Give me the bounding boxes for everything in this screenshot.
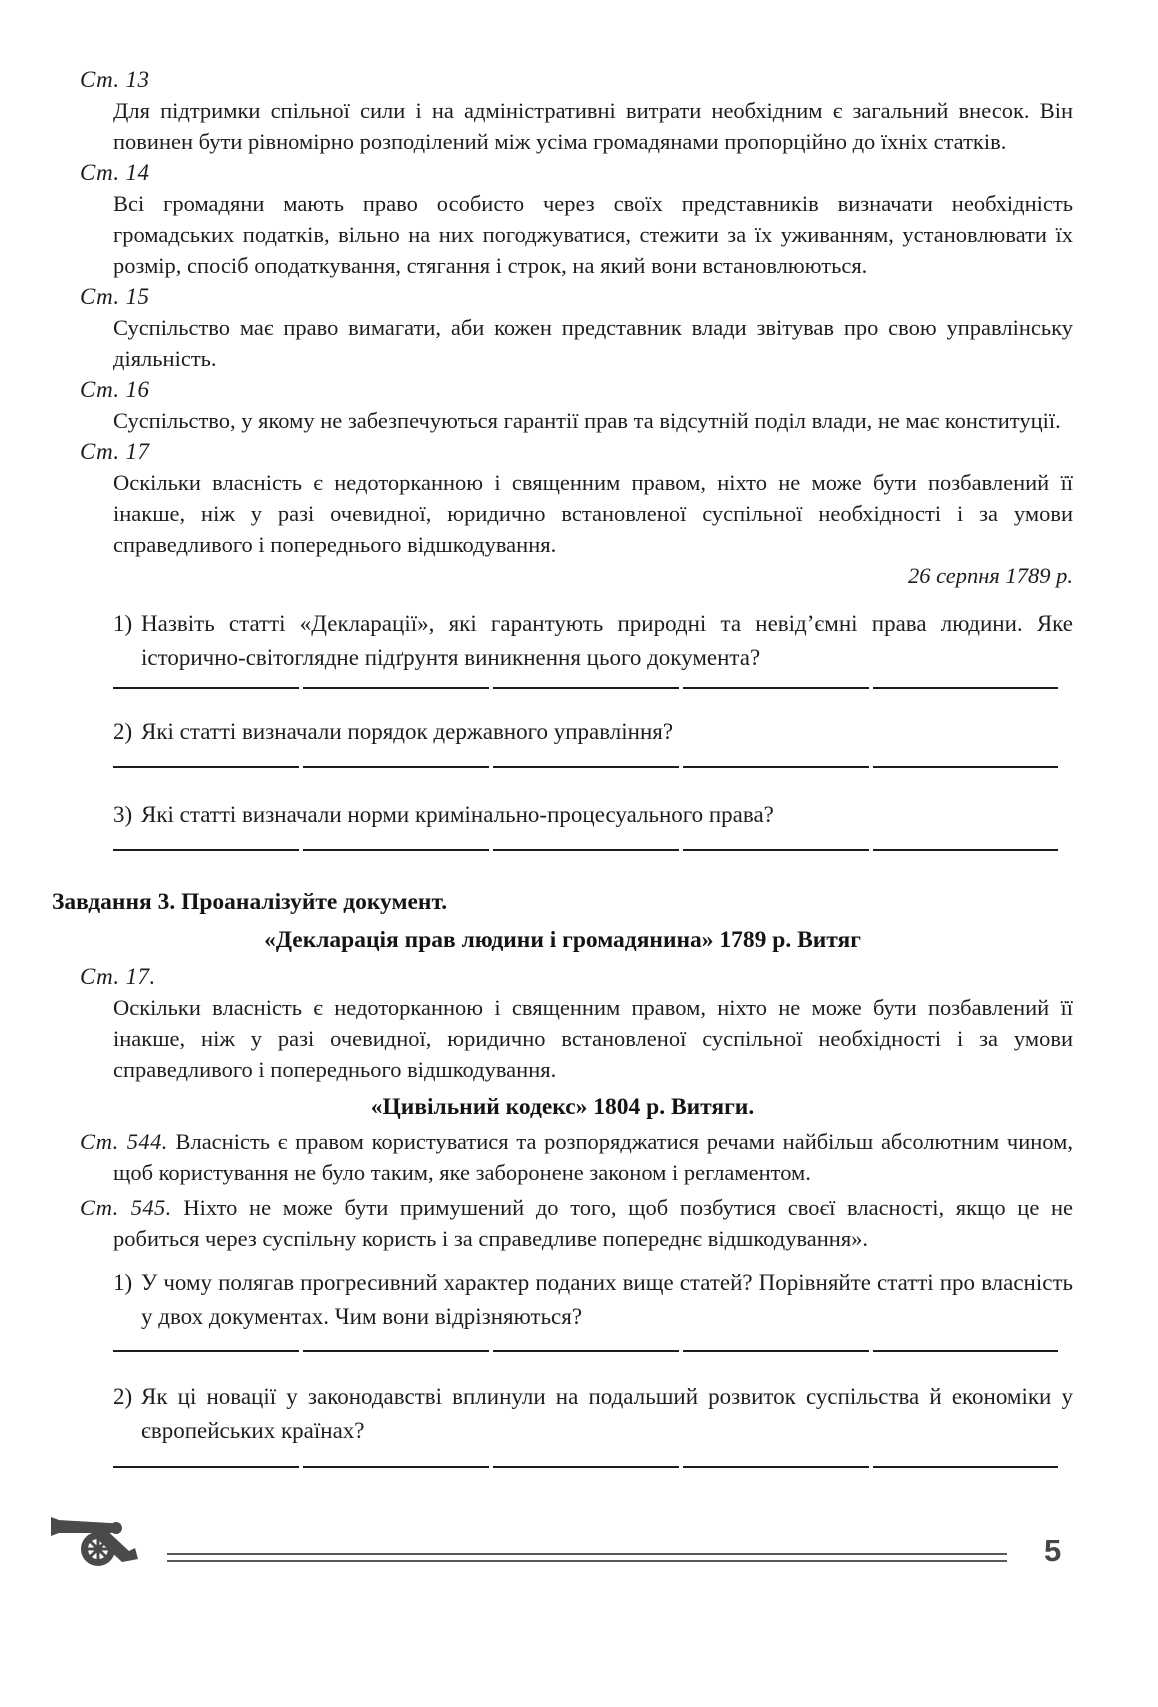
article-text: Для підтримки спільної сили і на адміністративні витрати необхідним є загальний внесок. Він повинен бути рівномірно розподілений між усіма громадянами пропорційно до їхніх статків. bbox=[113, 98, 1073, 154]
question-number: 1) bbox=[113, 611, 133, 636]
codex-article-text: Власність є правом користуватися та розпоряджатися речами найбільш абсолютним чином, щоб користування не було таким, яке заборонене законом і регламентом. bbox=[113, 1129, 1073, 1185]
codex-article-text: Ніхто не може бути примушений до того, щоб позбутися своєї власності, якщо це не робиться через суспільну користь і за справедливе попереднє відшкодування». bbox=[113, 1195, 1073, 1251]
question-text: Як ці новації у законодавстві вплинули на подальший розвиток суспільства й економіки у європейських країнах? bbox=[141, 1384, 1073, 1443]
article-text: Оскільки власність є недоторканною і священним правом, ніхто не може бути позбавлений її інакше, ніж у разі очевидної, юридично встановленої суспільної необхідності і за умови справедливого і попереднього відшкодування. bbox=[113, 995, 1073, 1082]
question-item bbox=[113, 1380, 1073, 1448]
article-text: Суспільство, у якому не забезпечуються гарантії прав та відсутній поділ влади, не має конституції. bbox=[113, 408, 1061, 433]
answer-line bbox=[113, 1466, 1058, 1468]
article-label: Ст. 15 bbox=[80, 284, 150, 309]
page-number: 5 bbox=[1044, 1533, 1062, 1568]
article-text: Всі громадяни мають право особисто через своїх представників визначати необхідність громадських податків, вільно на них погоджуватися, стежити за їх уживанням, установлювати їх розмір, спосіб оподаткування, стягання і строк, на який вони встановлюються. bbox=[113, 191, 1073, 278]
answer-line bbox=[113, 687, 1058, 689]
answer-line bbox=[113, 849, 1058, 851]
question-item bbox=[113, 715, 1073, 749]
question-item bbox=[113, 798, 1073, 832]
question-number: 2) bbox=[113, 1384, 133, 1409]
question-text: У чому полягав прогресивний характер поданих вище статей? Порівняйте статті про власність у двох документах. Чим вони відрізняються? bbox=[141, 1270, 1073, 1329]
task-heading: Завдання 3. Проаналізуйте документ. bbox=[52, 889, 448, 915]
question-number: 1) bbox=[113, 1270, 133, 1295]
question-text: Назвіть статті «Декларації», які гарантують природні та невід’ємні права людини. Яке історично-світоглядне підґрунтя виникнення цього документа? bbox=[141, 611, 1073, 670]
declaration-title: «Декларація прав людини і громадянина» 1789 р. Витяг bbox=[264, 927, 861, 953]
codex-title: «Цивільний кодекс» 1804 р. Витяги. bbox=[370, 1094, 755, 1120]
article-text: Оскільки власність є недоторканною і священним правом, ніхто не може бути позбавлений її інакше, ніж у разі очевидної, юридично встановленої суспільної необхідності і за умови справедливого і попереднього відшкодування. bbox=[113, 470, 1073, 557]
article-label: Ст. 17 bbox=[80, 439, 150, 464]
answer-line bbox=[113, 1350, 1058, 1352]
codex-article bbox=[80, 1192, 1073, 1254]
cannon-icon bbox=[50, 1514, 143, 1572]
question-number: 2) bbox=[113, 719, 133, 744]
codex-article bbox=[80, 1126, 1073, 1188]
article-label: Ст. 17. bbox=[80, 964, 156, 989]
question-text: Які статті визначали порядок державного управління? bbox=[141, 719, 674, 744]
question-text: Які статті визначали норми кримінально-процесуального права? bbox=[141, 802, 774, 827]
question-item bbox=[113, 1266, 1073, 1334]
document-date: 26 серпня 1789 р. bbox=[907, 563, 1073, 588]
answer-line bbox=[113, 766, 1058, 768]
question-item bbox=[113, 607, 1073, 675]
article-label: Ст. 13 bbox=[80, 67, 150, 92]
codex-article-label: Ст. 545. bbox=[80, 1195, 172, 1220]
article-text: Суспільство має право вимагати, аби кожен представник влади звітував про свою управлінську діяльність. bbox=[113, 315, 1073, 371]
article-label: Ст. 16 bbox=[80, 377, 150, 402]
declaration-articles bbox=[52, 64, 1073, 560]
article-label: Ст. 14 bbox=[80, 160, 150, 185]
content-column bbox=[52, 64, 1073, 1468]
footer-double-rule bbox=[167, 1553, 1007, 1562]
codex-article-label: Ст. 544. bbox=[80, 1129, 168, 1154]
question-number: 3) bbox=[113, 802, 133, 827]
